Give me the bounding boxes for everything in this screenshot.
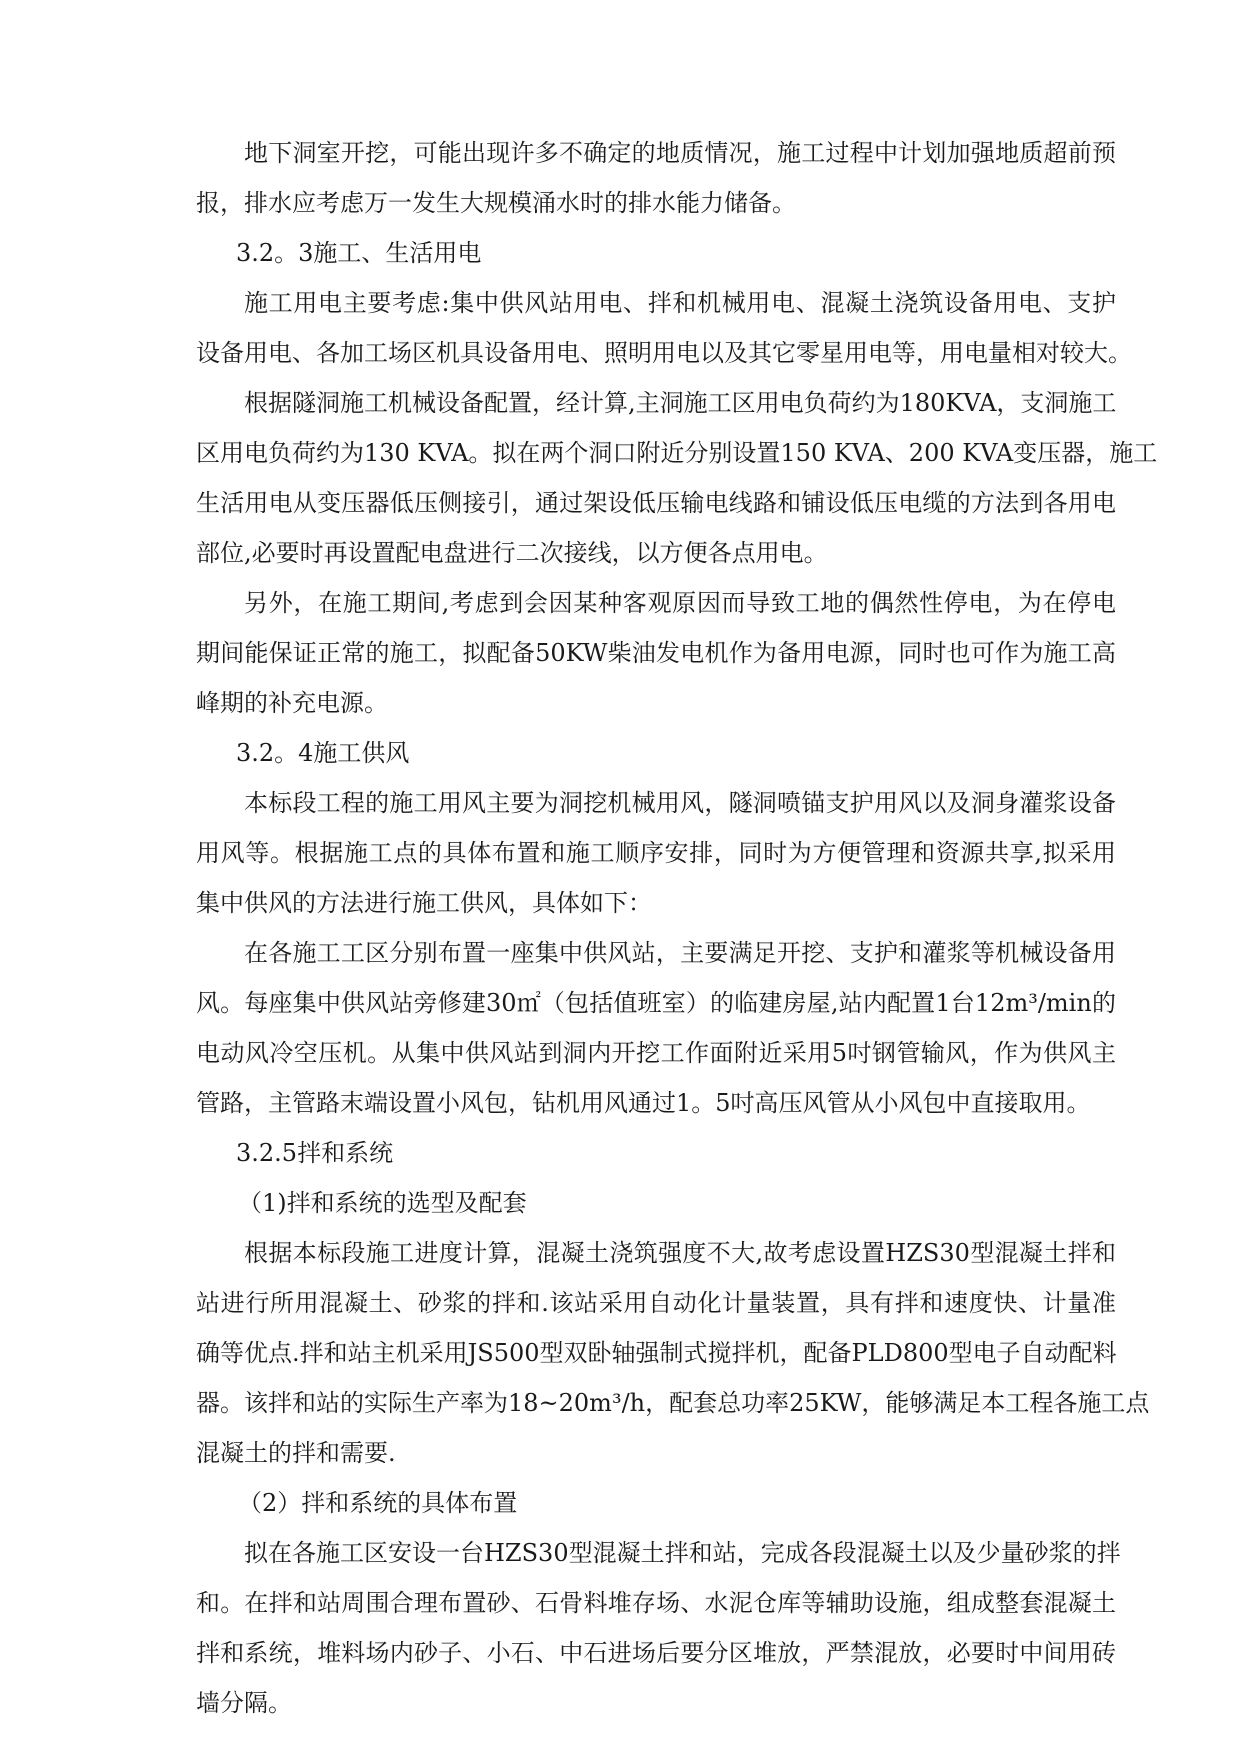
- subsection-heading: （1)拌和系统的选型及配套: [238, 1189, 527, 1217]
- text-line: 和。在拌和站周围合理布置砂、石骨料堆存场、水泥仓库等辅助设施，组成整套混凝土: [196, 1589, 1116, 1617]
- text-line: 设备用电、各加工场区机具设备用电、照明用电以及其它零星用电等，用电量相对较大。: [196, 339, 1132, 367]
- text-line: 地下洞室开挖，可能出现许多不确定的地质情况，施工过程中计划加强地质超前预: [244, 139, 1116, 167]
- document-body: [196, 128, 1158, 1728]
- text-line: 站进行所用混凝土、砂浆的拌和.该站采用自动化计量装置，具有拌和速度快、计量准: [196, 1289, 1116, 1317]
- text-line: 拟在各施工区安设一台HZS30型混凝土拌和站，完成各段混凝土以及少量砂浆的拌: [244, 1539, 1121, 1567]
- text-line: 施工用电主要考虑:集中供风站用电、拌和机械用电、混凝土浇筑设备用电、支护: [244, 289, 1116, 317]
- text-line: 墙分隔。: [196, 1689, 292, 1717]
- text-line: 根据本标段施工进度计算，混凝土浇筑强度不大,故考虑设置HZS30型混凝土拌和: [244, 1239, 1116, 1267]
- text-line: 用风等。根据施工点的具体布置和施工顺序安排，同时为方便管理和资源共享,拟采用: [196, 839, 1116, 867]
- text-line: 区用电负荷约为130 KVA。拟在两个洞口附近分别设置150 KVA、200 KVA变压器，施工: [196, 439, 1158, 467]
- text-line: 生活用电从变压器低压侧接引，通过架设低压输电线路和铺设低压电缆的方法到各用电: [196, 489, 1116, 517]
- text-line: 集中供风的方法进行施工供风，具体如下：: [196, 889, 652, 917]
- text-line: 期间能保证正常的施工，拟配备50KW柴油发电机作为备用电源，同时也可作为施工高: [196, 639, 1116, 667]
- text-line: 在各施工工区分别布置一座集中供风站，主要满足开挖、支护和灌浆等机械设备用: [244, 939, 1116, 967]
- text-line: 风。每座集中供风站旁修建30㎡（包括值班室）的临建房屋,站内配置1台12m³/min的: [196, 989, 1116, 1017]
- text-line: 峰期的补充电源。: [196, 689, 388, 717]
- text-line: 拌和系统，堆料场内砂子、小石、中石进场后要分区堆放，严禁混放，必要时中间用砖: [196, 1639, 1116, 1667]
- text-line: 确等优点.拌和站主机采用JS500型双卧轴强制式搅拌机，配备PLD800型电子自动配料: [196, 1339, 1117, 1367]
- text-line: 部位,必要时再设置配电盘进行二次接线，以方便各点用电。: [196, 539, 828, 567]
- section-heading: 3.2.5拌和系统: [236, 1139, 394, 1167]
- subsection-heading: （2）拌和系统的具体布置: [238, 1489, 518, 1517]
- text-line: 电动风冷空压机。从集中供风站到洞内开挖工作面附近采用5吋钢管输风，作为供风主: [196, 1039, 1116, 1067]
- text-line: 另外，在施工期间,考虑到会因某种客观原因而导致工地的偶然性停电，为在停电: [244, 589, 1116, 617]
- section-heading: 3.2。3施工、生活用电: [236, 239, 482, 267]
- text-line: 器。该拌和站的实际生产率为18~20m³/h，配套总功率25KW，能够满足本工程各施工点: [196, 1389, 1150, 1417]
- text-line: 混凝土的拌和需要.: [196, 1439, 396, 1467]
- text-line: 本标段工程的施工用风主要为洞挖机械用风，隧洞喷锚支护用风以及洞身灌浆设备: [244, 789, 1116, 817]
- section-heading: 3.2。4施工供风: [236, 739, 410, 767]
- text-line: 管路，主管路末端设置小风包，钻机用风通过1。5吋高压风管从小风包中直接取用。: [196, 1089, 1091, 1117]
- text-line: 报，排水应考虑万一发生大规模涌水时的排水能力储备。: [196, 189, 796, 217]
- text-line: 根据隧洞施工机械设备配置，经计算,主洞施工区用电负荷约为180KVA，支洞施工: [244, 389, 1117, 417]
